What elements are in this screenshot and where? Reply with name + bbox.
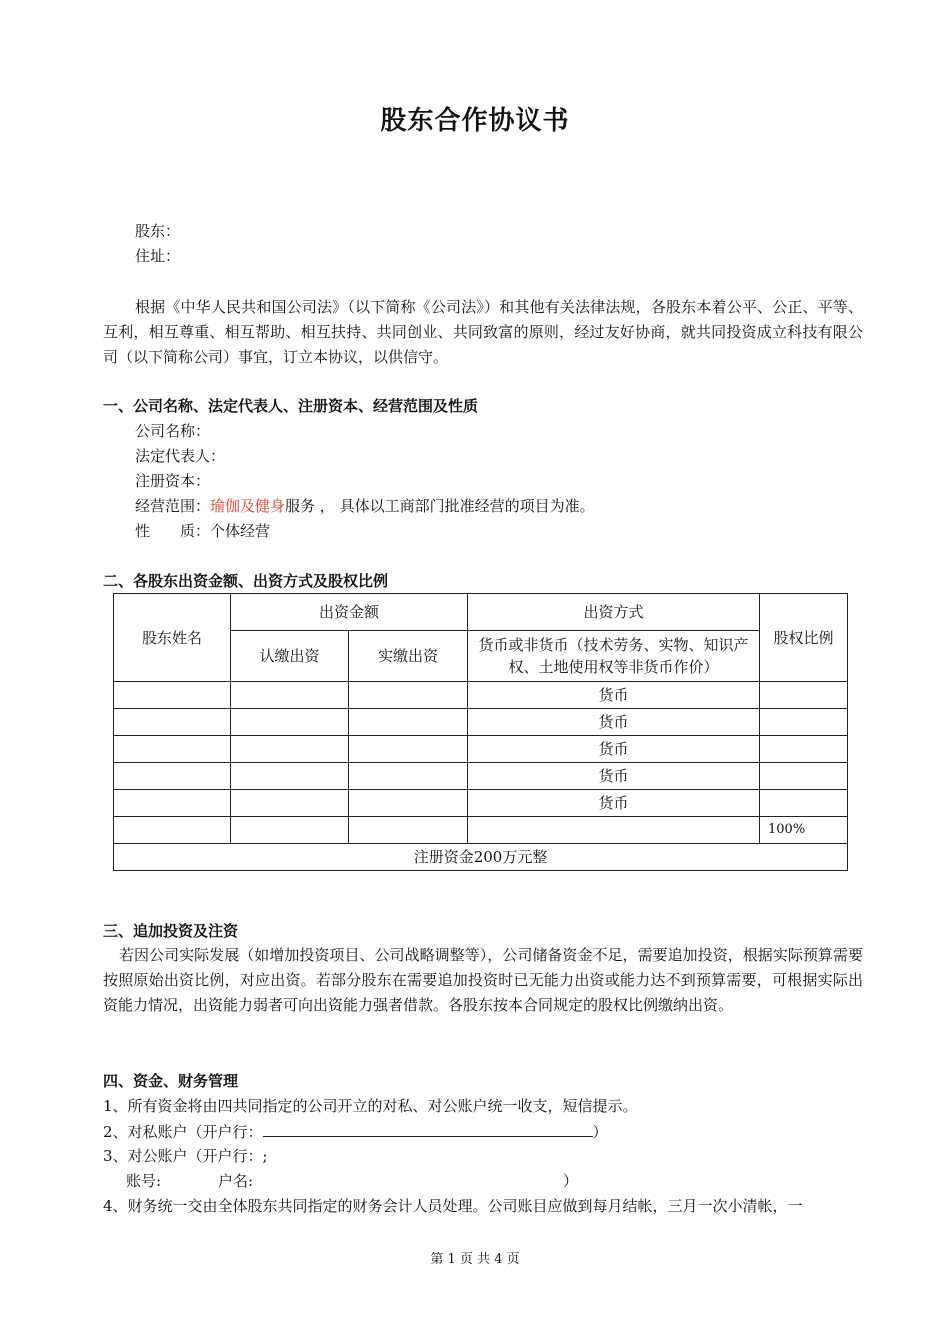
legal-rep-label: 法定代表人： (135, 447, 226, 465)
business-scope (135, 495, 595, 516)
account-number-label: 账号: (126, 1172, 162, 1190)
method-cell: 货币 (468, 763, 760, 790)
table-row (114, 790, 848, 817)
table-row (114, 763, 848, 790)
header-method: 出资方式 (468, 594, 760, 631)
table-row (114, 736, 848, 763)
page-footer: 第 1 页 共 4 页 (430, 1252, 520, 1267)
private-account-blank[interactable] (263, 1120, 593, 1137)
table-row (114, 682, 848, 709)
finance-item-1: 1、所有资金将由四共同指定的公司开立的对私、对公账户统一收支，短信提示。 (103, 1097, 638, 1115)
scope-label: 经营范围： (135, 497, 211, 515)
header-subscribed: 认缴出资 (231, 631, 349, 682)
header-method-detail: 货币或非货币（技术劳务、实物、知识产权、土地使用权等非货币作价） (468, 631, 760, 682)
method-cell: 货币 (468, 736, 760, 763)
intro-paragraph: 根据《中华人民共和国公司法》（以下简称《公司法》）和其他有关法律法规，各股东本着公平、公正、平等、互利，相互尊重、相互帮助、相互扶持、共同创业、共同致富的原则，经过友好协商，就共同投资成立科技有限公司（以下简称公司）事宜，订立本协议，以供信守。 (103, 298, 863, 366)
header-shareholder-name: 股东姓名 (114, 594, 231, 682)
private-account-prefix: 2、对私账户（开户行： (103, 1123, 263, 1141)
section2-heading: 二、各股东出资金额、出资方式及股权比例 (103, 572, 389, 590)
private-account-suffix: ） (592, 1123, 608, 1141)
section3-body: 若因公司实际发展（如增加投资项目、公司战略调整等），公司储备资金不足，需要追加投资，根据实际预算需要按照原始出资比例，对应出资。若部分股东在需要追加投资时已无能力出资或能力达不到预算需要，可根据实际出资能力情况，出资能力弱者可向出资能力强者借款。各股东按本合同规定的股权比例缴纳出资。 (103, 946, 863, 1014)
header-paid: 实缴出资 (349, 631, 468, 682)
method-cell: 货币 (468, 790, 760, 817)
scope-value: 瑜伽及健身 (210, 497, 286, 515)
document-title: 股东合作协议书 (380, 106, 570, 136)
capital-table (113, 593, 848, 871)
method-cell (468, 817, 760, 844)
table-row (114, 817, 848, 844)
section4-heading: 四、资金、财务管理 (103, 1072, 239, 1090)
nature-label: 性 质：个体经营 (135, 522, 271, 540)
account-holder-label: 户名: (218, 1172, 254, 1190)
finance-item-3: 3、对公账户（开户行：; (103, 1147, 268, 1165)
section1-heading: 一、公司名称、法定代表人、注册资本、经营范围及性质 (103, 397, 479, 415)
method-cell: 货币 (468, 709, 760, 736)
company-name-label: 公司名称： (135, 422, 211, 440)
finance-item-2 (103, 1120, 608, 1142)
shareholder-label: 股东： (135, 222, 181, 240)
header-amount: 出资金额 (231, 594, 468, 631)
address-label: 住址： (135, 247, 181, 265)
section3-heading: 三、追加投资及注资 (103, 922, 239, 940)
header-ratio: 股权比例 (760, 594, 848, 682)
finance-item-4: 4、财务统一交由全体股东共同指定的财务会计人员处理。公司账目应做到每月结帐，三月一次小清帐，一 (103, 1197, 803, 1215)
table-row (114, 709, 848, 736)
account-close-paren: ） (563, 1172, 579, 1190)
registered-capital-total: 注册资金200万元整 (114, 844, 848, 871)
method-cell: 货币 (468, 682, 760, 709)
scope-rest: 服务 ， 具体以工商部门批准经营的项目为准。 (285, 497, 595, 515)
capital-label: 注册资本： (135, 472, 211, 490)
total-ratio: 100% (760, 817, 848, 844)
